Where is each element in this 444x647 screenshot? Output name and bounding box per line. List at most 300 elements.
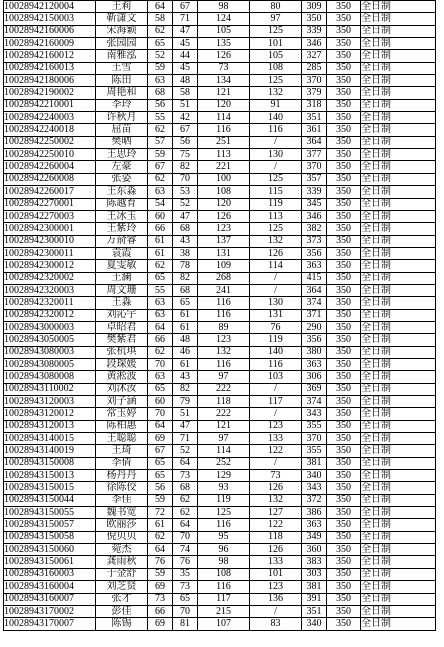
study-mode-cell: 全日制 <box>361 346 436 358</box>
name-cell: 刘子涵 <box>96 396 148 408</box>
score-subject-2-cell: 130 <box>250 149 302 161</box>
score-subject-1-cell: 126 <box>198 210 250 222</box>
study-mode-cell: 全日制 <box>361 161 436 173</box>
study-mode-cell: 全日制 <box>361 1 436 13</box>
candidate-id-cell: 10028943120013 <box>4 420 96 432</box>
score-subject-2-cell: 103 <box>250 371 302 383</box>
score-subject-1-cell: 123 <box>198 223 250 235</box>
score-foreign-language-cell: 56 <box>173 136 198 148</box>
score-foreign-language-cell: 67 <box>173 1 198 13</box>
candidate-id-cell: 10028942240018 <box>4 124 96 136</box>
score-politics-cell: 67 <box>148 161 173 173</box>
candidate-id-cell: 10028943150060 <box>4 544 96 556</box>
score-politics-cell: 59 <box>148 494 173 506</box>
score-politics-cell: 69 <box>148 581 173 593</box>
name-cell: 万俞睿 <box>96 235 148 247</box>
score-foreign-language-cell: 65 <box>173 593 198 605</box>
score-politics-cell: 55 <box>148 284 173 296</box>
study-mode-cell: 全日制 <box>361 112 436 124</box>
line-score-cell: 350 <box>327 62 361 74</box>
score-foreign-language-cell: 68 <box>173 284 198 296</box>
candidate-id-cell: 10028943160004 <box>4 581 96 593</box>
score-subject-1-cell: 97 <box>198 371 250 383</box>
total-score-cell: 356 <box>302 334 327 346</box>
score-politics-cell: 66 <box>148 334 173 346</box>
candidate-id-cell: 10028943150013 <box>4 470 96 482</box>
score-subject-2-cell: 116 <box>250 358 302 370</box>
line-score-cell: 350 <box>327 383 361 395</box>
score-subject-2-cell: 108 <box>250 62 302 74</box>
candidate-id-cell: 10028942160013 <box>4 62 96 74</box>
total-score-cell: 381 <box>302 581 327 593</box>
score-foreign-language-cell: 52 <box>173 445 198 457</box>
score-foreign-language-cell: 75 <box>173 149 198 161</box>
study-mode-cell: 全日制 <box>361 321 436 333</box>
score-subject-1-cell: 93 <box>198 482 250 494</box>
line-score-cell: 350 <box>327 186 361 198</box>
name-cell: 张才 <box>96 593 148 605</box>
total-score-cell: 290 <box>302 321 327 333</box>
study-mode-cell: 全日制 <box>361 618 436 630</box>
candidate-id-cell: 10028942210001 <box>4 99 96 111</box>
total-score-cell: 356 <box>302 247 327 259</box>
score-subject-1-cell: 113 <box>198 149 250 161</box>
score-subject-2-cell: 80 <box>250 1 302 13</box>
total-score-cell: 339 <box>302 25 327 37</box>
total-score-cell: 370 <box>302 161 327 173</box>
score-politics-cell: 70 <box>148 408 173 420</box>
name-cell: 李玲 <box>96 99 148 111</box>
candidate-id-cell: 10028943150058 <box>4 531 96 543</box>
score-foreign-language-cell: 53 <box>173 186 198 198</box>
study-mode-cell: 全日制 <box>361 470 436 482</box>
table-row <box>4 1 436 13</box>
line-score-cell: 350 <box>327 198 361 210</box>
table-row <box>4 112 436 124</box>
total-score-cell: 381 <box>302 457 327 469</box>
score-subject-2-cell: 116 <box>250 124 302 136</box>
name-cell: 陈柏惠 <box>96 420 148 432</box>
score-subject-1-cell: 135 <box>198 38 250 50</box>
score-subject-1-cell: 116 <box>198 581 250 593</box>
score-foreign-language-cell: 68 <box>173 482 198 494</box>
name-cell: 袁霞 <box>96 247 148 259</box>
study-mode-cell: 全日制 <box>361 75 436 87</box>
name-cell: 段琛媛 <box>96 358 148 370</box>
table-row <box>4 556 436 568</box>
score-politics-cell: 62 <box>148 25 173 37</box>
score-foreign-language-cell: 71 <box>173 13 198 25</box>
study-mode-cell: 全日制 <box>361 531 436 543</box>
score-foreign-language-cell: 82 <box>173 383 198 395</box>
study-mode-cell: 全日制 <box>361 408 436 420</box>
score-subject-1-cell: 116 <box>198 358 250 370</box>
score-politics-cell: 73 <box>148 593 173 605</box>
name-cell: 周文珊 <box>96 284 148 296</box>
candidate-id-cell: 10028943080008 <box>4 371 96 383</box>
candidate-id-cell: 10028943150015 <box>4 482 96 494</box>
study-mode-cell: 全日制 <box>361 136 436 148</box>
total-score-cell: 343 <box>302 482 327 494</box>
score-subject-2-cell: / <box>250 605 302 617</box>
study-mode-cell: 全日制 <box>361 272 436 284</box>
name-cell: 王紫玲 <box>96 223 148 235</box>
candidate-id-cell: 10028942270001 <box>4 198 96 210</box>
line-score-cell: 350 <box>327 13 361 25</box>
line-score-cell: 350 <box>327 75 361 87</box>
candidate-id-cell: 10028942160012 <box>4 50 96 62</box>
score-foreign-language-cell: 76 <box>173 556 198 568</box>
score-politics-cell: 63 <box>148 186 173 198</box>
name-cell: 南雅泓 <box>96 50 148 62</box>
total-score-cell: 379 <box>302 87 327 99</box>
score-politics-cell: 63 <box>148 297 173 309</box>
line-score-cell: 350 <box>327 223 361 235</box>
score-subject-2-cell: 122 <box>250 445 302 457</box>
score-foreign-language-cell: 62 <box>173 507 198 519</box>
score-subject-2-cell: 140 <box>250 346 302 358</box>
score-politics-cell: 63 <box>148 371 173 383</box>
total-score-cell: 415 <box>302 272 327 284</box>
total-score-cell: 374 <box>302 396 327 408</box>
score-foreign-language-cell: 47 <box>173 25 198 37</box>
table-row <box>4 433 436 445</box>
study-mode-cell: 全日制 <box>361 297 436 309</box>
total-score-cell: 382 <box>302 223 327 235</box>
line-score-cell: 350 <box>327 593 361 605</box>
total-score-cell: 364 <box>302 136 327 148</box>
table-row <box>4 568 436 580</box>
line-score-cell: 350 <box>327 544 361 556</box>
score-foreign-language-cell: 47 <box>173 420 198 432</box>
score-subject-1-cell: 120 <box>198 198 250 210</box>
score-subject-1-cell: 129 <box>198 470 250 482</box>
line-score-cell: 350 <box>327 321 361 333</box>
score-subject-2-cell: 118 <box>250 531 302 543</box>
score-politics-cell: 61 <box>148 235 173 247</box>
line-score-cell: 350 <box>327 25 361 37</box>
score-politics-cell: 65 <box>148 272 173 284</box>
study-mode-cell: 全日制 <box>361 445 436 457</box>
total-score-cell: 363 <box>302 519 327 531</box>
study-mode-cell: 全日制 <box>361 38 436 50</box>
candidate-id-cell: 10028943080003 <box>4 346 96 358</box>
candidate-id-cell: 10028943120003 <box>4 396 96 408</box>
score-foreign-language-cell: 67 <box>173 124 198 136</box>
score-politics-cell: 65 <box>148 38 173 50</box>
line-score-cell: 350 <box>327 396 361 408</box>
total-score-cell: 380 <box>302 346 327 358</box>
total-score-cell: 346 <box>302 210 327 222</box>
candidate-id-cell: 10028943110002 <box>4 383 96 395</box>
candidate-id-cell: 10028943150055 <box>4 507 96 519</box>
candidate-id-cell: 10028943050005 <box>4 334 96 346</box>
line-score-cell: 350 <box>327 519 361 531</box>
candidate-id-cell: 10028942160009 <box>4 38 96 50</box>
total-score-cell: 373 <box>302 235 327 247</box>
candidate-id-cell: 10028942180006 <box>4 75 96 87</box>
total-score-cell: 351 <box>302 112 327 124</box>
score-subject-1-cell: 120 <box>198 99 250 111</box>
table-row <box>4 531 436 543</box>
line-score-cell: 350 <box>327 235 361 247</box>
line-score-cell: 350 <box>327 334 361 346</box>
study-mode-cell: 全日制 <box>361 99 436 111</box>
table-row <box>4 198 436 210</box>
name-cell: 卓昭君 <box>96 321 148 333</box>
score-subject-2-cell: / <box>250 161 302 173</box>
score-politics-cell: 56 <box>148 99 173 111</box>
score-subject-1-cell: 107 <box>198 618 250 630</box>
line-score-cell: 350 <box>327 38 361 50</box>
table-row <box>4 371 436 383</box>
table-row <box>4 334 436 346</box>
name-cell: 靳潇文 <box>96 13 148 25</box>
score-subject-1-cell: 109 <box>198 260 250 272</box>
candidate-id-cell: 10028943170002 <box>4 605 96 617</box>
line-score-cell: 350 <box>327 272 361 284</box>
study-mode-cell: 全日制 <box>361 186 436 198</box>
table-row <box>4 124 436 136</box>
score-subject-2-cell: 131 <box>250 309 302 321</box>
score-foreign-language-cell: 46 <box>173 346 198 358</box>
name-cell: 龚雨秋 <box>96 556 148 568</box>
score-subject-2-cell: 101 <box>250 568 302 580</box>
study-mode-cell: 全日制 <box>361 124 436 136</box>
table-row <box>4 284 436 296</box>
score-subject-2-cell: 126 <box>250 482 302 494</box>
score-subject-2-cell: / <box>250 383 302 395</box>
total-score-cell: 361 <box>302 124 327 136</box>
score-foreign-language-cell: 78 <box>173 260 198 272</box>
score-subject-1-cell: 117 <box>198 593 250 605</box>
candidate-id-cell: 10028943150008 <box>4 457 96 469</box>
study-mode-cell: 全日制 <box>361 605 436 617</box>
score-politics-cell: 61 <box>148 519 173 531</box>
name-cell: 徐陈佼 <box>96 482 148 494</box>
name-cell: 屈苗 <box>96 124 148 136</box>
score-subject-2-cell: 83 <box>250 618 302 630</box>
total-score-cell: 285 <box>302 62 327 74</box>
score-politics-cell: 70 <box>148 358 173 370</box>
score-subject-2-cell: 126 <box>250 247 302 259</box>
score-politics-cell: 64 <box>148 1 173 13</box>
score-politics-cell: 59 <box>148 62 173 74</box>
score-subject-2-cell: 125 <box>250 75 302 87</box>
score-politics-cell: 64 <box>148 420 173 432</box>
score-subject-1-cell: 98 <box>198 556 250 568</box>
line-score-cell: 350 <box>327 581 361 593</box>
study-mode-cell: 全日制 <box>361 260 436 272</box>
score-subject-1-cell: 118 <box>198 396 250 408</box>
table-row <box>4 445 436 457</box>
score-foreign-language-cell: 58 <box>173 87 198 99</box>
score-foreign-language-cell: 68 <box>173 223 198 235</box>
score-table-body <box>4 1 436 631</box>
score-politics-cell: 65 <box>148 457 173 469</box>
total-score-cell: 339 <box>302 186 327 198</box>
score-politics-cell: 60 <box>148 396 173 408</box>
score-subject-1-cell: 131 <box>198 247 250 259</box>
candidate-id-cell: 10028943150057 <box>4 519 96 531</box>
table-row <box>4 149 436 161</box>
score-subject-1-cell: 252 <box>198 457 250 469</box>
name-cell: 左豪 <box>96 161 148 173</box>
candidate-id-cell: 10028942240003 <box>4 112 96 124</box>
line-score-cell: 350 <box>327 556 361 568</box>
table-row <box>4 309 436 321</box>
study-mode-cell: 全日制 <box>361 309 436 321</box>
score-subject-2-cell: 91 <box>250 99 302 111</box>
total-score-cell: 391 <box>302 593 327 605</box>
total-score-cell: 371 <box>302 309 327 321</box>
score-subject-1-cell: 126 <box>198 50 250 62</box>
name-cell: 王琦 <box>96 445 148 457</box>
study-mode-cell: 全日制 <box>361 149 436 161</box>
table-row <box>4 186 436 198</box>
score-subject-1-cell: 96 <box>198 544 250 556</box>
score-foreign-language-cell: 43 <box>173 371 198 383</box>
name-cell: 刘芝贤 <box>96 581 148 593</box>
line-score-cell: 350 <box>327 408 361 420</box>
score-foreign-language-cell: 43 <box>173 235 198 247</box>
total-score-cell: 363 <box>302 260 327 272</box>
score-politics-cell: 59 <box>148 149 173 161</box>
candidate-id-cell: 10028942150003 <box>4 13 96 25</box>
study-mode-cell: 全日制 <box>361 284 436 296</box>
candidate-id-cell: 10028943140019 <box>4 445 96 457</box>
table-row <box>4 75 436 87</box>
score-politics-cell: 66 <box>148 605 173 617</box>
score-foreign-language-cell: 35 <box>173 568 198 580</box>
total-score-cell: 383 <box>302 556 327 568</box>
name-cell: 杨丹丹 <box>96 470 148 482</box>
table-row <box>4 420 436 432</box>
score-politics-cell: 64 <box>148 544 173 556</box>
score-politics-cell: 63 <box>148 309 173 321</box>
table-row <box>4 396 436 408</box>
score-subject-1-cell: 222 <box>198 383 250 395</box>
total-score-cell: 355 <box>302 445 327 457</box>
study-mode-cell: 全日制 <box>361 87 436 99</box>
table-row <box>4 247 436 259</box>
name-cell: 樊紫君 <box>96 334 148 346</box>
table-row <box>4 470 436 482</box>
study-mode-cell: 全日制 <box>361 235 436 247</box>
name-cell: 菀杰 <box>96 544 148 556</box>
score-subject-1-cell: 114 <box>198 445 250 457</box>
total-score-cell: 351 <box>302 605 327 617</box>
line-score-cell: 350 <box>327 457 361 469</box>
line-score-cell: 350 <box>327 470 361 482</box>
line-score-cell: 350 <box>327 482 361 494</box>
score-politics-cell: 62 <box>148 173 173 185</box>
name-cell: 魏书宽 <box>96 507 148 519</box>
score-politics-cell: 54 <box>148 198 173 210</box>
score-foreign-language-cell: 64 <box>173 519 198 531</box>
total-score-cell: 346 <box>302 38 327 50</box>
total-score-cell: 309 <box>302 1 327 13</box>
score-foreign-language-cell: 45 <box>173 38 198 50</box>
line-score-cell: 350 <box>327 112 361 124</box>
score-subject-1-cell: 268 <box>198 272 250 284</box>
score-subject-1-cell: 121 <box>198 420 250 432</box>
name-cell: 彭佳 <box>96 605 148 617</box>
table-row <box>4 321 436 333</box>
candidate-id-cell: 10028943080005 <box>4 358 96 370</box>
line-score-cell: 350 <box>327 420 361 432</box>
score-table-container <box>3 0 436 631</box>
study-mode-cell: 全日制 <box>361 420 436 432</box>
score-subject-1-cell: 73 <box>198 62 250 74</box>
score-subject-2-cell: 113 <box>250 210 302 222</box>
table-row <box>4 605 436 617</box>
table-row <box>4 482 436 494</box>
name-cell: 王思玲 <box>96 149 148 161</box>
study-mode-cell: 全日制 <box>361 383 436 395</box>
score-politics-cell: 63 <box>148 75 173 87</box>
candidate-id-cell: 10028942300012 <box>4 260 96 272</box>
total-score-cell: 318 <box>302 99 327 111</box>
table-row <box>4 13 436 25</box>
score-table <box>3 0 436 631</box>
line-score-cell: 350 <box>327 358 361 370</box>
study-mode-cell: 全日制 <box>361 482 436 494</box>
score-subject-2-cell: 127 <box>250 507 302 519</box>
table-row <box>4 87 436 99</box>
score-subject-2-cell: / <box>250 272 302 284</box>
name-cell: 欧丽莎 <box>96 519 148 531</box>
table-row <box>4 457 436 469</box>
study-mode-cell: 全日制 <box>361 519 436 531</box>
total-score-cell: 303 <box>302 568 327 580</box>
name-cell: 倪贝贝 <box>96 531 148 543</box>
score-foreign-language-cell: 70 <box>173 173 198 185</box>
total-score-cell: 357 <box>302 173 327 185</box>
score-politics-cell: 57 <box>148 136 173 148</box>
candidate-id-cell: 10028943120012 <box>4 408 96 420</box>
score-foreign-language-cell: 81 <box>173 618 198 630</box>
table-row <box>4 581 436 593</box>
table-row <box>4 235 436 247</box>
score-politics-cell: 58 <box>148 13 173 25</box>
total-score-cell: 360 <box>302 544 327 556</box>
candidate-id-cell: 10028942320011 <box>4 297 96 309</box>
study-mode-cell: 全日制 <box>361 544 436 556</box>
table-row <box>4 346 436 358</box>
total-score-cell: 363 <box>302 358 327 370</box>
score-subject-2-cell: / <box>250 457 302 469</box>
total-score-cell: 386 <box>302 507 327 519</box>
study-mode-cell: 全日制 <box>361 568 436 580</box>
score-foreign-language-cell: 51 <box>173 99 198 111</box>
score-foreign-language-cell: 48 <box>173 75 198 87</box>
candidate-id-cell: 10028943140015 <box>4 433 96 445</box>
score-subject-1-cell: 121 <box>198 87 250 99</box>
score-subject-1-cell: 134 <box>198 75 250 87</box>
table-row <box>4 507 436 519</box>
candidate-id-cell: 10028943160007 <box>4 593 96 605</box>
line-score-cell: 350 <box>327 371 361 383</box>
table-row <box>4 210 436 222</box>
candidate-id-cell: 10028942250010 <box>4 149 96 161</box>
score-subject-1-cell: 116 <box>198 309 250 321</box>
name-cell: 樊晒 <box>96 136 148 148</box>
score-politics-cell: 69 <box>148 618 173 630</box>
candidate-id-cell: 10028942260008 <box>4 173 96 185</box>
score-politics-cell: 65 <box>148 383 173 395</box>
total-score-cell: 340 <box>302 470 327 482</box>
